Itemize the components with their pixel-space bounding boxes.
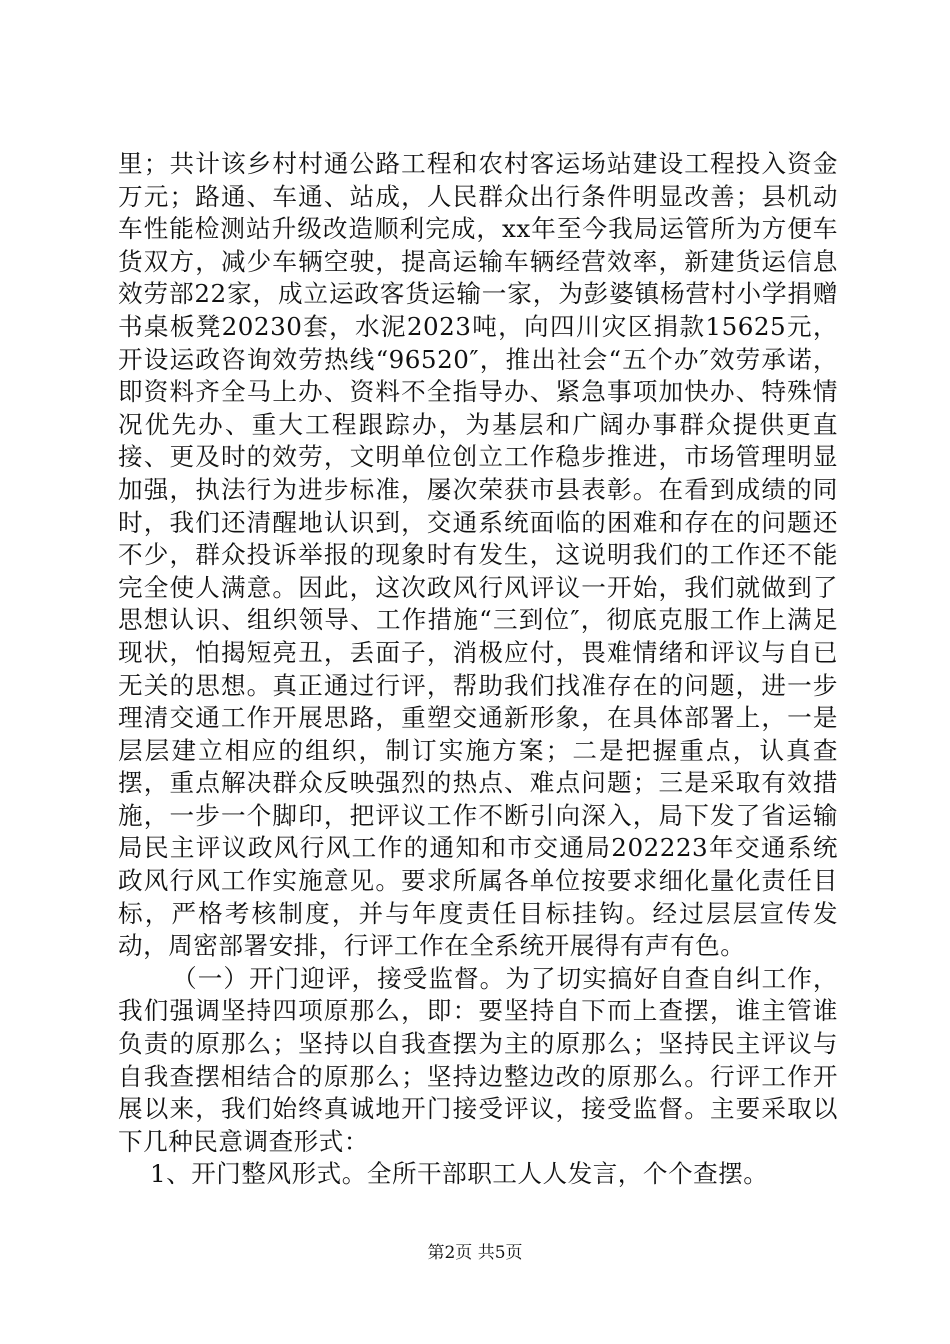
paragraph-continuation: 里；共计该乡村村通公路工程和农村客运场站建设工程投入资金万元；路通、车通、站成，人民群众出行条件明显改善；县机动车性能检测站升级改造顺利完成，xx年至今我局运管所为方便车货双方，减少车辆空驶，提高运输车辆经营效率，新建货运信息效劳部22家，成立运政客货运输一家，为彭婆镇杨营村小学捐赠书桌板凳20230套，水泥2023吨，向四川灾区捐款15625元，开设运政咨询效劳热线“96520″，推出社会“五个办″效劳承诺，即资料齐全马上办、资料不全指导办、紧急事项加快办、特殊情况优先办、重大工程跟踪办，为基层和广阔办事群众提供更直接、更及时的效劳，文明单位创立工作稳步推进，市场管理明显加强，执法行为进步标准，屡次荣获市县表彰。在看到成绩的同时，我们还清醒地认识到，交通系统面临的困难和存在的问题还不少，群众投诉举报的现象时有发生，这说明我们的工作还不能完全使人满意。因此，这次政风行风评议一开始，我们就做到了思想认识、组织领导、工作措施“三到位″，彻底克服工作上满足现状，怕揭短亮丑，丢面子，消极应付，畏难情绪和评议与自已无关的思想。真正通过行评，帮助我们找准存在的问题，进一步理清交通工作开展思路，重塑交通新形象，在具体部署上，一是层层建立相应的组织，制订实施方案；二是把握重点，认真查摆，重点解决群众反映强烈的热点、难点问题；三是采取有效措施，一步一个脚印，把评议工作不断引向深入，局下发了省运输局民主评议政风行风工作的通知和市交通局202223年交通系统政风行风工作实施意见。要求所属各单位按要求细化量化责任目标，严格考核制度，并与年度责任目标挂钩。经过层层宣传发动，周密部署安排，行评工作在全系统开展得有声有色。 xyxy=(118,149,838,961)
paragraph-list-item-1: 1、开门整风形式。全所干部职工人人发言，个个查摆。 xyxy=(149,1159,769,1189)
document-body xyxy=(118,148,838,1191)
page-footer xyxy=(0,1242,950,1264)
page-number-label: 第2页 共5页 xyxy=(427,1243,523,1263)
paragraph-open-review: （一）开门迎评，接受监督。为了切实搞好自查自纠工作，我们强调坚持四项原那么，即：要坚持自下而上查摆，谁主管谁负责的原那么；坚持以自我查摆为主的原那么；坚持民主评议与自我查摆相结合的原那么；坚持边整边改的原那么。行评工作开展以来，我们始终真诚地开门接受评议，接受监督。主要采取以下几种民意调查形式： xyxy=(118,963,838,1156)
